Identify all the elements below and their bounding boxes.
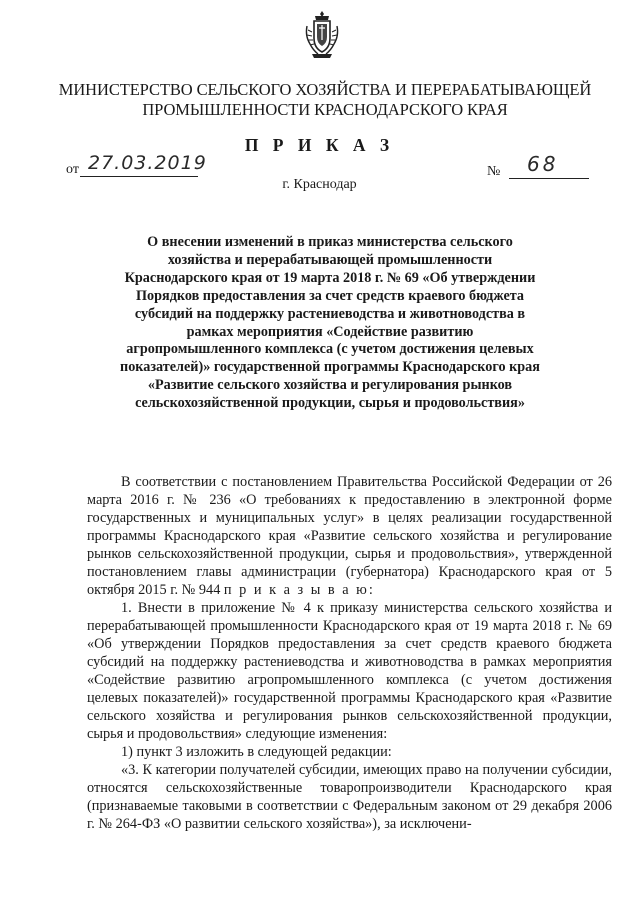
item-1: 1. Внести в приложение № 4 к приказу министерства сельского хозяйства и перерабатывающей промышленности Краснодарского края от 19 марта 2018 г. № 69 «Об утверждении Порядков предоставления за счет средств краевого бюджета субсидий на поддержку растениеводства и животноводства в рамках мероприятия «Содействие развитию агропромышленного комплекса (с учетом достижения целевых показателей)» государственной программы Краснодарского края «Развитие сельского хозяйства и регулирования рынков сельскохозяйственной продукции, сырья и продовольствия» следующие изменения: <box>87 600 612 742</box>
preamble-text: В соответствии с постановлением Правительства Российской Федерации от 26 марта 2016 г. № 236 «О требованиях к предоставлению в электронной форме государственных и муниципальных услуг» в целях реализации государственной программы Краснодарского края «Развитие сельского хозяйства и регулирование рынков сельскохозяйственной продукции, сырья и продовольствия», утвержденной постановлением главы администрации (губернатора) Краснодарского края от 5 октября 2015 г. № 944 <box>87 474 612 598</box>
date-value: 27.03.2019 <box>88 152 207 174</box>
coat-of-arms-icon <box>304 10 340 60</box>
ministry-name <box>40 80 610 120</box>
city: г. Краснодар <box>282 177 357 192</box>
item-1-1-text: «3. К категории получателей субсидии, имеющих право на получении субсидии, относятся сельскохозяйственные товаропроизводители Краснодарского края (признаваемые таковыми в соответствии с Федеральным законом от 29 декабря 2006 г. № 264-ФЗ «О развитии сельского хозяйства»), за исключени- <box>87 762 612 832</box>
order-title: П Р И К А З <box>244 135 395 155</box>
date-prefix: от <box>66 162 79 177</box>
item-1-1: 1) пункт 3 изложить в следующей редакции: <box>121 744 392 760</box>
order-body <box>87 473 612 833</box>
order-subject: О внесении изменений в приказ министерства сельского хозяйства и перерабатывающей промышленности Краснодарского края от 19 марта 2018 г. № 69 «Об утверждении Порядков предоставления за счет средств краевого бюджета субсидий на поддержку растениеводства и животноводства в рамках мероприятия «Содействие развитию агропромышленного комплекса (с учетом достижения целевых показателей)» государственной программы Краснодарского края «Развитие сельского хозяйства и регулирования рынков сельскохозяйственной продукции, сырья и продовольствия» <box>120 234 540 412</box>
ministry-line-2: ПРОМЫШЛЕННОСТИ КРАСНОДАРСКОГО КРАЯ <box>142 100 508 119</box>
number-sign: № <box>487 164 501 179</box>
number-value: 68 <box>527 152 559 176</box>
preamble-paragraph <box>87 473 612 599</box>
ministry-line-1: МИНИСТЕРСТВО СЕЛЬСКОГО ХОЗЯЙСТВА И ПЕРЕРАБАТЫВАЮЩЕЙ <box>58 80 592 99</box>
order-word: п р и к а з ы в а ю: <box>223 582 375 598</box>
